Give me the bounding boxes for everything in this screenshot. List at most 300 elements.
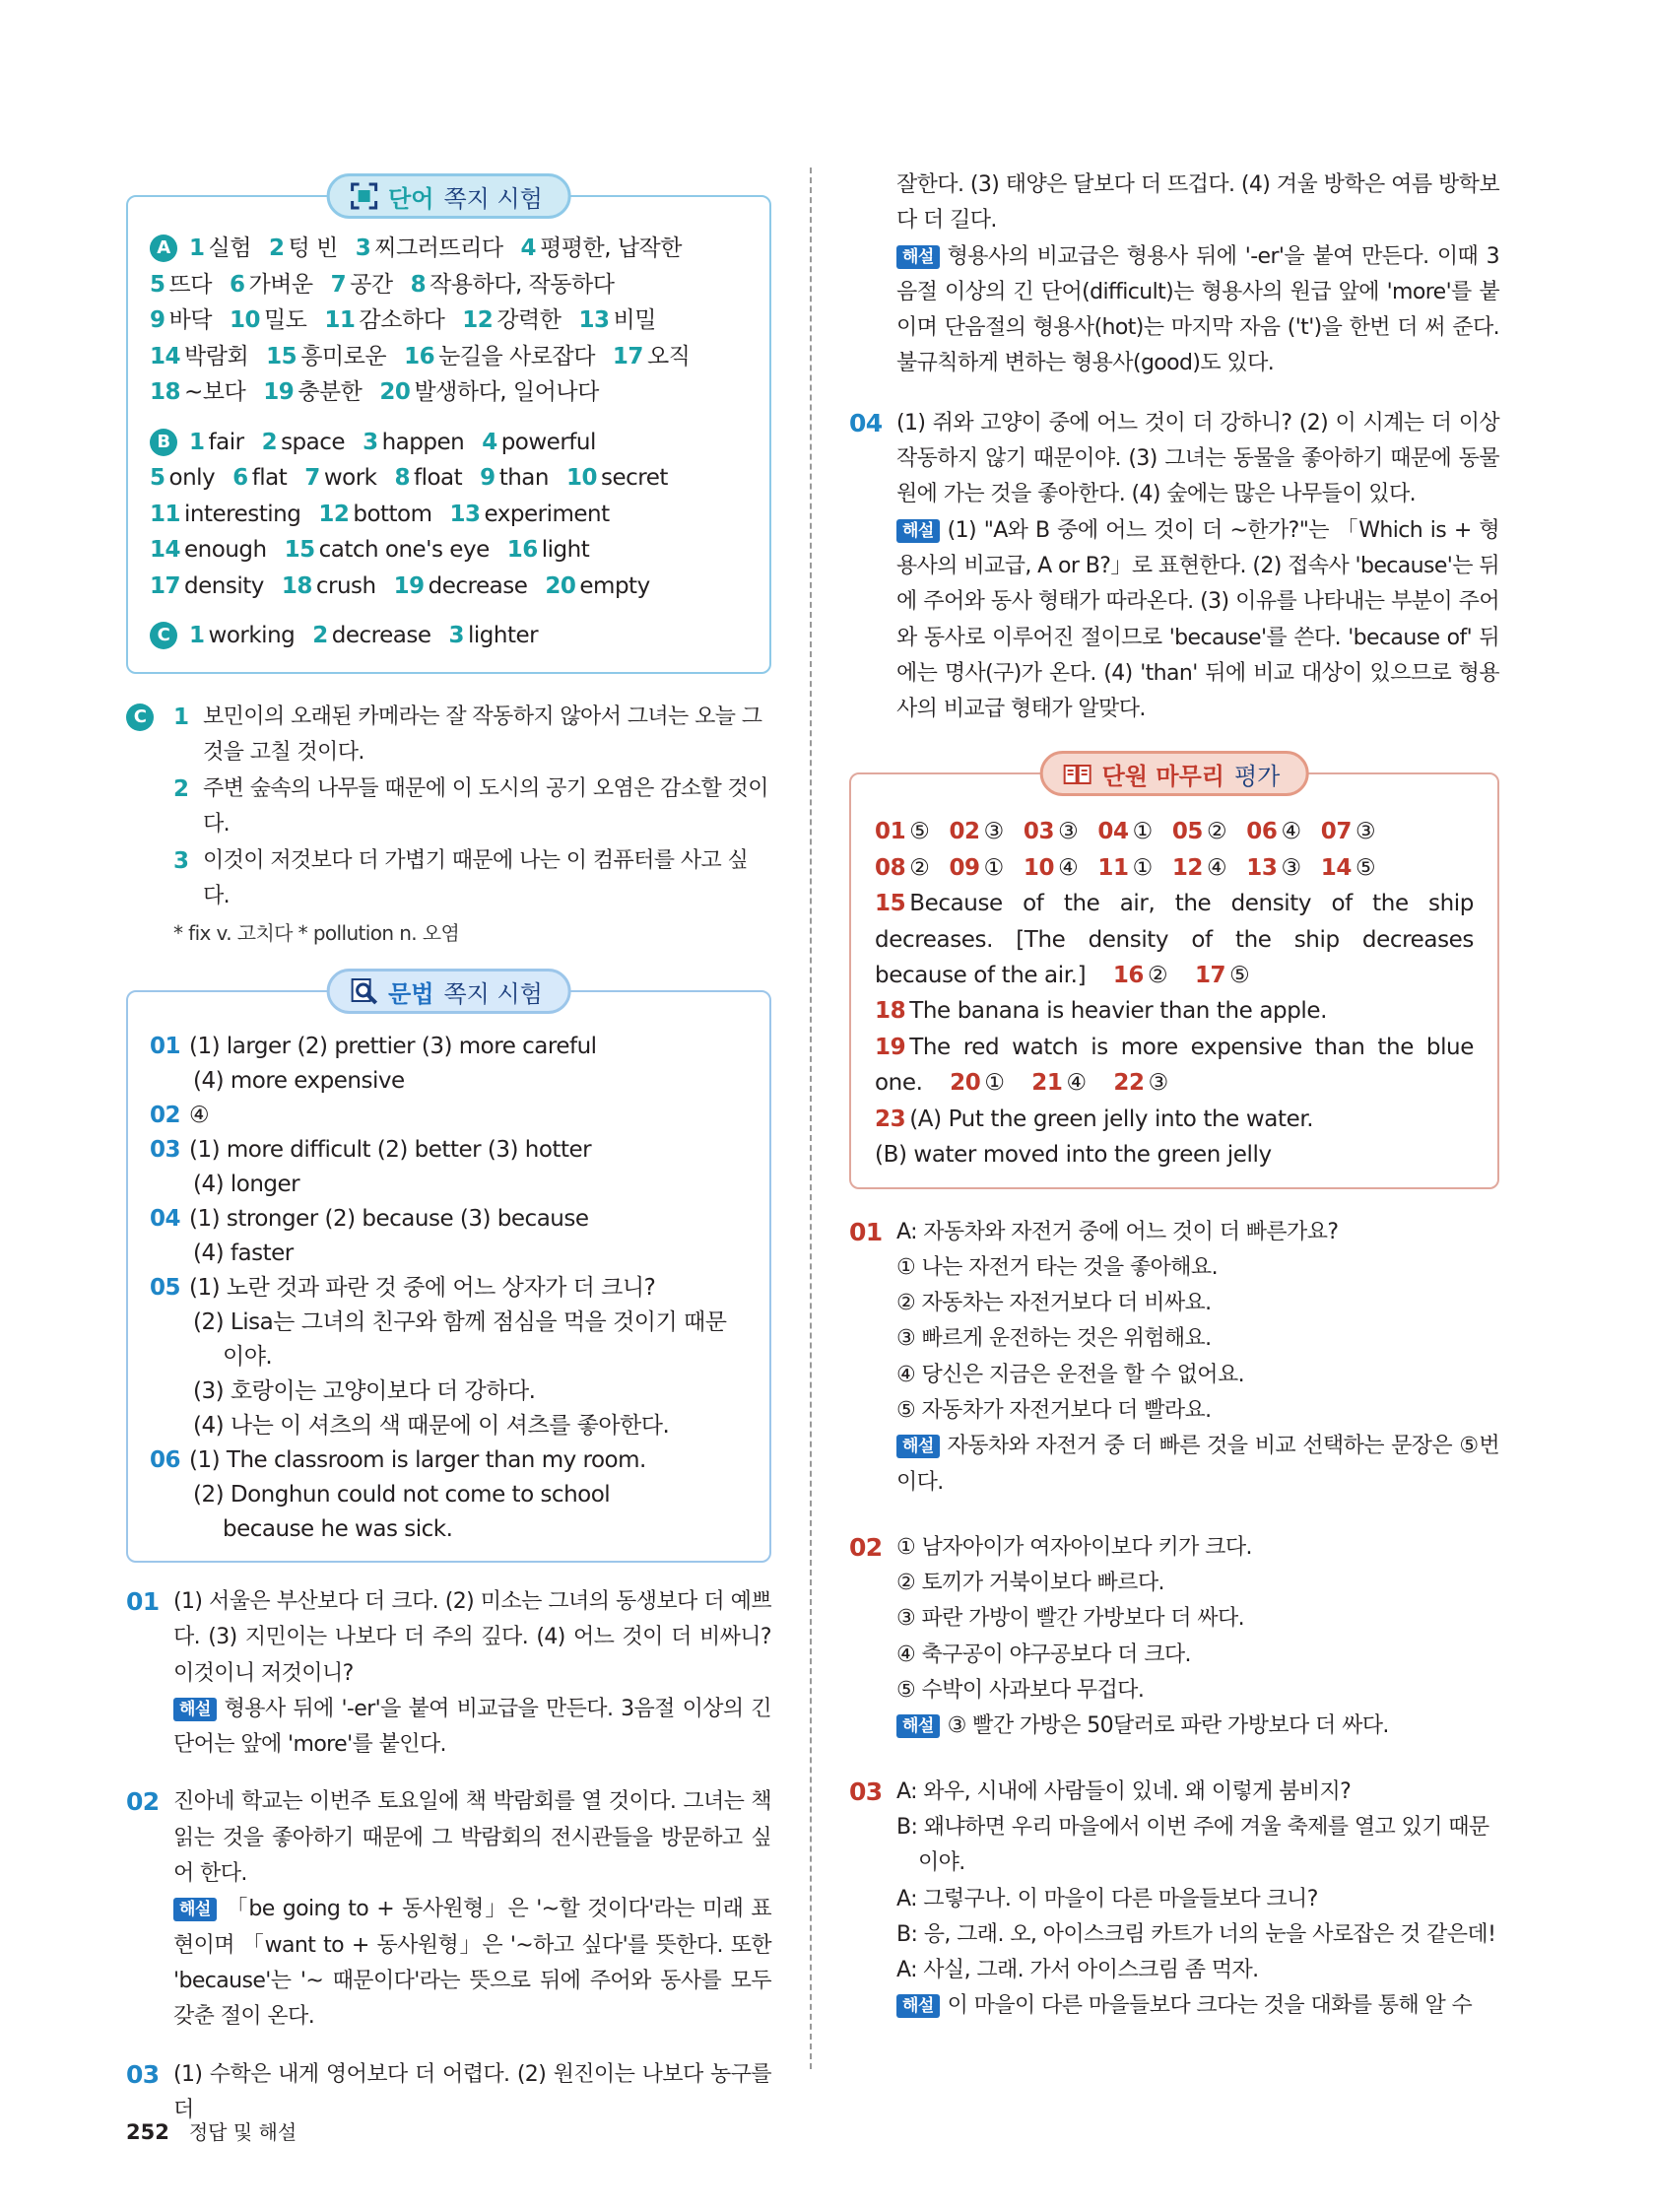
word-text: only <box>168 465 216 491</box>
section-a-marker: A <box>150 235 177 262</box>
grammar-line <box>150 1478 748 1512</box>
word-text: happen <box>381 429 465 455</box>
answer-line: ④ 당신은 지금은 운전을 할 수 없어요. <box>896 1362 1245 1387</box>
explanation-label: 해설 <box>896 1435 940 1458</box>
review-entry <box>1321 855 1375 881</box>
word-num: 2 <box>312 623 328 648</box>
word-entry <box>150 379 245 405</box>
explanation-text: 「be going to + 동사원형」은 '~할 것이다'라는 미래 표현이며 「want to + 동사원형」은 '~하고 싶다'를 뜻한다. 또한 'because'는 '~ 때문이다'라는 뜻으로 뒤에 주어와 동사를 모두 갖춘 절이 온다. <box>173 1897 771 2030</box>
review-entry <box>1097 819 1152 844</box>
word-text: catch one's eye <box>318 537 490 563</box>
word-entry <box>150 465 215 491</box>
c-item-text: 이것이 저것보다 더 가볍기 때문에 나는 이 컴퓨터를 사고 싶다. <box>203 847 749 908</box>
review-num: 16 <box>1112 963 1145 989</box>
review-num: 19 <box>875 1034 906 1060</box>
word-num: 12 <box>462 307 494 333</box>
word-num: 1 <box>189 429 205 455</box>
word-quiz-box <box>126 184 771 674</box>
word-text: secret <box>600 465 668 491</box>
word-text: 충분한 <box>298 379 363 405</box>
word-text: flat <box>251 465 288 491</box>
word-entry <box>480 465 549 491</box>
answer-item <box>849 1530 1499 1745</box>
word-num: 2 <box>261 429 278 455</box>
word-num: 18 <box>281 572 312 599</box>
review-entry <box>1246 819 1300 844</box>
word-entry <box>150 573 264 599</box>
grammar-text: (1) larger (2) prettier (3) more careful <box>189 1034 597 1059</box>
word-num: 13 <box>449 501 481 527</box>
word-num: 8 <box>394 465 410 491</box>
grammar-text: (1) stronger (2) because (3) because <box>189 1206 589 1232</box>
word-num: 12 <box>318 501 350 527</box>
grammar-text: (3) 호랑이는 고양이보다 더 강하다. <box>193 1378 536 1404</box>
word-entry <box>521 235 682 261</box>
word-text: than <box>498 465 549 491</box>
word-entry <box>150 537 267 563</box>
grammar-line <box>150 1099 748 1133</box>
grammar-text: (1) The classroom is larger than my room. <box>189 1447 646 1473</box>
review-text: ② <box>1207 819 1227 845</box>
word-num: 3 <box>448 623 465 648</box>
grammar-line <box>150 1271 748 1306</box>
word-entry <box>282 573 376 599</box>
word-entry <box>230 272 313 298</box>
left-column <box>126 168 771 2128</box>
grammar-num: 03 <box>150 1137 181 1163</box>
explanation-text: 형용사 뒤에 '-er'을 붙여 비교급을 만든다. 3음절 이상의 긴 단어는 앞에 'more'를 붙인다. <box>173 1696 771 1758</box>
review-num: 21 <box>1031 1070 1063 1097</box>
review-text: ⑤ <box>1229 963 1250 989</box>
section-b <box>150 425 748 605</box>
word-entry <box>411 272 615 298</box>
review-text: (A) Put the green jelly into the water. <box>909 1106 1314 1132</box>
review-text: Because of the air, the density of the ship decreases. [The density of the ship decreases because of the air.] <box>875 891 1474 989</box>
review-text: ③ <box>1148 1070 1168 1097</box>
grammar-text: (4) 나는 이 셔츠의 색 때문에 이 셔츠를 좋아한다. <box>193 1413 670 1439</box>
c-item <box>173 771 771 843</box>
page-footer <box>126 2116 297 2145</box>
word-num: 19 <box>263 379 295 405</box>
c-item-num: 1 <box>173 704 189 730</box>
word-quiz-title-a: 단어 <box>388 184 434 213</box>
unit-review-title <box>1040 751 1309 796</box>
word-num: 4 <box>482 429 497 455</box>
grammar-line <box>150 1202 748 1237</box>
grammar-text: (1) more difficult (2) better (3) hotter <box>189 1137 592 1163</box>
word-text: 평평한, 납작한 <box>540 235 682 261</box>
grammar-text: (1) 노란 것과 파란 것 중에 어느 상자가 더 크니? <box>189 1275 656 1301</box>
word-entry <box>331 272 393 298</box>
review-text: ① <box>984 1070 1005 1097</box>
answer-item <box>849 406 1499 728</box>
grammar-text: (4) more expensive <box>193 1068 405 1094</box>
explanation <box>896 239 1499 382</box>
word-line <box>150 425 748 461</box>
word-entry <box>324 307 444 333</box>
word-text: decrease <box>428 572 528 599</box>
word-entry <box>482 430 596 455</box>
review-answer-23b: (B) water moved into the green jelly <box>875 1142 1272 1169</box>
word-text: 눈길을 사로잡다 <box>438 343 595 369</box>
word-num: 17 <box>150 572 181 599</box>
explanation-text: ③ 빨간 가방은 50달러로 파란 가방보다 더 싸다. <box>947 1713 1389 1739</box>
word-text: 뜨다 <box>168 271 212 298</box>
answer-line: ③ 빠르게 운전하는 것은 위험해요. <box>896 1326 1212 1352</box>
word-num: 1 <box>189 235 205 261</box>
c-marker: C <box>126 704 154 731</box>
grammar-line <box>150 1168 748 1202</box>
review-num: 09 <box>949 854 980 881</box>
review-num: 07 <box>1320 819 1352 845</box>
review-text: ③ <box>1355 819 1376 845</box>
c-sentences <box>126 700 771 952</box>
right-answers <box>849 1215 1499 2025</box>
review-num: 17 <box>1194 963 1226 989</box>
word-num: 9 <box>150 307 165 333</box>
word-entry <box>613 344 690 369</box>
unit-review-title-a: 단원 마무리 <box>1101 762 1224 790</box>
answer-item <box>126 1784 771 2035</box>
review-text: ④ <box>1066 1070 1087 1097</box>
grammar-num: 04 <box>150 1206 181 1232</box>
explanation-label: 해설 <box>896 1994 940 2018</box>
explanation-label: 해설 <box>173 1698 217 1721</box>
grammar-text: (2) Donghun could not come to school <box>193 1482 611 1508</box>
word-line <box>150 267 748 303</box>
word-text: bottom <box>353 501 432 527</box>
explanation-label: 해설 <box>896 245 940 269</box>
word-num: 6 <box>232 465 248 491</box>
answer-num: 04 <box>849 408 883 437</box>
word-num: 7 <box>304 465 320 491</box>
explanation <box>896 1429 1499 1501</box>
review-num: 20 <box>950 1070 981 1097</box>
word-entry <box>450 502 610 527</box>
word-num: 6 <box>229 271 245 298</box>
review-row <box>875 814 1474 849</box>
word-num: 19 <box>393 572 425 599</box>
review-entry <box>949 855 1003 881</box>
word-entry <box>232 465 287 491</box>
word-entry <box>269 235 338 261</box>
word-num: 8 <box>410 271 427 298</box>
review-entry <box>1024 819 1078 844</box>
word-num: 20 <box>379 379 411 405</box>
review-num: 04 <box>1097 819 1129 845</box>
word-text: 바닥 <box>168 307 212 333</box>
review-entry <box>949 819 1003 844</box>
word-text: light <box>541 537 590 563</box>
grammar-line <box>150 1237 748 1271</box>
grammar-quiz-title-b: 쪽지 시험 <box>443 979 543 1008</box>
word-line <box>150 339 748 375</box>
answer-line: ② 토끼가 거북이보다 빠르다. <box>896 1571 1164 1596</box>
review-answer-15 <box>875 886 1474 993</box>
explanation <box>896 1988 1499 2024</box>
answer-line: B: 왜냐하면 우리 마을에서 이번 주에 겨울 축제를 열고 있기 때문 <box>896 1814 1489 1840</box>
word-quiz-title <box>326 173 571 219</box>
section-c <box>150 618 748 654</box>
answer-num: 01 <box>126 1587 160 1616</box>
book-icon <box>1063 759 1092 788</box>
grammar-line <box>150 1306 748 1340</box>
word-text: working <box>208 623 296 648</box>
review-entry <box>1097 855 1152 881</box>
explanation-text: 자동차와 자전거 중 더 빠른 것을 비교 선택하는 문장은 ⑤번이다. <box>896 1434 1499 1495</box>
word-entry <box>404 344 595 369</box>
review-num: 23 <box>875 1106 906 1132</box>
review-text: ④ <box>1058 854 1079 881</box>
review-text: ⑤ <box>909 819 930 845</box>
word-num: 14 <box>150 343 181 369</box>
grammar-text: because he was sick. <box>223 1516 453 1542</box>
grammar-quiz-box <box>126 979 771 1563</box>
word-text: 강력한 <box>496 307 562 333</box>
word-line <box>150 532 748 569</box>
review-num: 02 <box>949 819 980 845</box>
word-quiz-title-b: 쪽지 시험 <box>443 184 543 213</box>
section-c-marker: C <box>150 622 177 649</box>
grammar-num: 02 <box>150 1103 181 1128</box>
explanation-label: 해설 <box>173 1898 217 1921</box>
word-text: 발생하다, 일어나다 <box>414 379 599 405</box>
word-text: enough <box>184 537 267 563</box>
word-text: 실험 <box>208 235 251 261</box>
c-item <box>173 700 771 771</box>
word-line <box>150 497 748 533</box>
answer-line: A: 와우, 시내에 사람들이 있네. 왜 이렇게 붐비지? <box>896 1778 1352 1804</box>
word-entry <box>285 537 490 563</box>
explanation-text: 이 마을이 다른 마을들보다 크다는 것을 대화를 통해 알 수 <box>947 1993 1473 2019</box>
answer-text: 진아네 학교는 이번주 토요일에 책 박람회를 열 것이다. 그녀는 책 읽는 것을 좋아하기 때문에 그 박람회의 전시관들을 방문하고 싶어 한다. <box>173 1789 771 1887</box>
review-num: 08 <box>875 854 906 881</box>
word-entry <box>150 307 212 333</box>
word-num: 10 <box>565 465 597 491</box>
answer-line: ③ 파란 가방이 빨간 가방보다 더 싸다. <box>896 1606 1245 1632</box>
review-num: 14 <box>1320 854 1352 881</box>
section-b-marker: B <box>150 429 177 456</box>
review-num: 01 <box>875 819 906 845</box>
review-num: 11 <box>1097 854 1129 881</box>
word-entry <box>507 537 590 563</box>
word-text: 감소하다 <box>359 307 445 333</box>
c-item <box>173 843 771 915</box>
explanation <box>896 513 1499 728</box>
review-num: 15 <box>875 891 906 917</box>
review-text: ② <box>909 854 930 881</box>
grammar-line <box>150 1443 748 1478</box>
word-entry <box>304 465 376 491</box>
review-num: 10 <box>1023 854 1055 881</box>
word-text: 밀도 <box>263 307 307 333</box>
word-text: 흥미로운 <box>300 343 387 369</box>
word-text: 가벼운 <box>248 271 313 298</box>
review-num: 06 <box>1246 819 1278 845</box>
word-num: 15 <box>266 343 298 369</box>
grammar-line <box>150 1064 748 1099</box>
column-divider <box>810 168 812 2069</box>
grammar-line <box>150 1030 748 1064</box>
word-entry <box>150 502 300 527</box>
unit-review-title-b: 평가 <box>1233 762 1281 790</box>
grammar-line <box>150 1374 748 1409</box>
word-line <box>150 231 748 267</box>
word-num: 10 <box>229 307 260 333</box>
word-text: float <box>414 465 463 491</box>
word-text: fair <box>208 429 244 455</box>
grammar-line <box>150 1512 748 1547</box>
answer-num: 01 <box>849 1217 883 1246</box>
footer-title: 정답 및 해설 <box>188 2120 298 2144</box>
review-row <box>875 850 1474 886</box>
grammar-text: (2) Lisa는 그녀의 친구와 함께 점심을 먹을 것이기 때문 <box>193 1309 727 1335</box>
word-entry <box>318 502 431 527</box>
review-num: 05 <box>1171 819 1204 845</box>
c-item-text: 주변 숲속의 나무들 때문에 이 도시의 공기 오염은 감소할 것이다. <box>203 775 768 837</box>
answer-line: ⑤ 자동차가 자전거보다 더 빨라요. <box>896 1398 1212 1423</box>
review-num: 22 <box>1113 1070 1145 1097</box>
word-entry <box>230 307 306 333</box>
explanation-label: 해설 <box>896 1714 940 1738</box>
word-entry <box>263 379 362 405</box>
word-entry <box>189 235 251 261</box>
answer-line: ④ 축구공이 야구공보다 더 크다. <box>896 1642 1191 1667</box>
word-text: 박람회 <box>184 343 249 369</box>
answer-num: 03 <box>849 1776 883 1806</box>
word-entry <box>262 430 346 455</box>
review-entry <box>1246 855 1300 881</box>
grammar-line <box>150 1133 748 1168</box>
word-entry <box>379 379 598 405</box>
answer-line: ① 나는 자전거 타는 것을 좋아해요. <box>896 1254 1218 1280</box>
review-answer-23 <box>875 1102 1474 1137</box>
word-entry <box>189 623 295 648</box>
word-num: 5 <box>150 465 165 491</box>
word-text: powerful <box>500 429 596 455</box>
c-item-num: 2 <box>173 775 189 802</box>
c-item-text: 보민이의 오래된 카메라는 잘 작동하지 않아서 그녀는 오늘 그것을 고칠 것이다. <box>203 704 762 765</box>
answer-text: (1) 서울은 부산보다 더 크다. (2) 미소는 그녀의 동생보다 더 예쁘다. (3) 지민이는 나보다 더 주의 깊다. (4) 어느 것이 더 비싸니? 이것이니 저것이니? <box>173 1589 771 1686</box>
word-num: 20 <box>545 572 576 599</box>
review-text: ① <box>983 854 1004 881</box>
grammar-num: 05 <box>150 1275 181 1301</box>
review-entry <box>875 855 929 881</box>
answer-line: ⑤ 수박이 사과보다 무겁다. <box>896 1678 1145 1704</box>
word-line <box>150 374 748 411</box>
word-num: 9 <box>480 465 496 491</box>
review-text: ④ <box>1207 854 1227 881</box>
word-entry <box>312 623 430 648</box>
answer-num: 02 <box>849 1532 883 1562</box>
word-num: 7 <box>330 271 347 298</box>
word-num: 15 <box>284 537 315 563</box>
review-text: ③ <box>1281 854 1301 881</box>
word-text: interesting <box>184 501 301 527</box>
review-text: The red watch is more expensive than the blue one. <box>875 1034 1474 1097</box>
word-entry <box>394 573 528 599</box>
grammar-quiz-title-a: 문법 <box>388 979 434 1008</box>
review-text: ② <box>1148 963 1168 989</box>
review-text: ④ <box>1281 819 1301 845</box>
word-text: experiment <box>484 501 610 527</box>
review-text: The banana is heavier than the apple. <box>909 998 1328 1025</box>
explanation <box>173 1692 771 1764</box>
word-text: 공간 <box>350 271 393 298</box>
answer-num: 02 <box>126 1787 160 1817</box>
word-entry <box>189 430 244 455</box>
word-line <box>150 460 748 497</box>
word-num: 1 <box>189 623 205 648</box>
review-answer-18 <box>875 993 1474 1029</box>
word-text: ~보다 <box>184 379 246 405</box>
answer-item <box>849 1215 1499 1501</box>
review-num: 13 <box>1246 854 1278 881</box>
answer-line: ① 남자아이가 여자아이보다 키가 크다. <box>896 1534 1252 1560</box>
word-num: 11 <box>150 501 181 527</box>
answer-line: ② 자동차는 자전거보다 더 비싸요. <box>896 1291 1212 1316</box>
answer-continued <box>849 168 1499 382</box>
word-text: density <box>184 572 264 599</box>
word-text: 작용하다, 작동하다 <box>430 271 615 298</box>
word-entry <box>363 430 464 455</box>
word-text: work <box>323 465 377 491</box>
word-num: 5 <box>150 271 165 298</box>
word-text: 비밀 <box>613 307 656 333</box>
magnifier-icon <box>349 976 378 1006</box>
word-entry <box>150 344 248 369</box>
word-text: empty <box>579 572 650 599</box>
word-num: 16 <box>404 343 435 369</box>
answer-line: B: 응, 그래. 오, 아이스크림 카트가 너의 눈을 사로잡은 것 같은데! <box>896 1921 1496 1947</box>
explanation-text: 형용사의 비교급은 형용사 뒤에 '-er'을 붙여 만든다. 이때 3음절 이상의 긴 단어(difficult)는 형용사의 원급 앞에 'more'를 붙이며 단음절의 형용사(hot)는 마지막 자음 ('t')을 한번 더 써 준다. 불규칙하게 변하는 형용사(good)도 있다. <box>896 243 1499 376</box>
explanation-label: 해설 <box>896 519 940 543</box>
answer-line: A: 사실, 그래. 가서 아이스크림 좀 먹자. <box>896 1958 1259 1983</box>
answer-line: A: 그렇구나. 이 마을이 다른 마을들보다 크니? <box>896 1886 1318 1911</box>
grammar-text: 이야. <box>223 1344 273 1370</box>
review-num: 18 <box>875 998 906 1025</box>
explanation-text: (1) "A와 B 중에 어느 것이 더 ~한가?"는 「Which is + 형용사의 비교급, A or B?」로 표현한다. (2) 접속사 'because'는 뒤에 주어와 동사 형태가 따라온다. (3) 이유를 나타내는 부분이 주어와 동사로 이루어진 절이므로 'because'를 쓴다. 'because of' 뒤에는 명사(구)가 온다. (4) 'than' 뒤에 비교 대상이 있으므로 형용사의 비교급 형태가 알맞다. <box>896 517 1499 722</box>
grammar-num: 06 <box>150 1447 181 1473</box>
word-text: 찌그러뜨리다 <box>374 235 503 261</box>
review-num: 03 <box>1023 819 1055 845</box>
review-text: ① <box>1132 854 1153 881</box>
word-num: 2 <box>268 235 285 261</box>
answer-num: 03 <box>126 2059 160 2089</box>
section-a <box>150 231 748 411</box>
grammar-list <box>150 1030 748 1547</box>
word-entry <box>566 465 668 491</box>
c-item-num: 3 <box>173 847 189 874</box>
word-num: 3 <box>355 235 371 261</box>
review-text: ① <box>1132 819 1153 845</box>
right-column <box>849 168 1499 2025</box>
word-text: crush <box>315 572 376 599</box>
grammar-num: 01 <box>150 1034 181 1059</box>
grammar-quiz-title <box>326 969 571 1014</box>
answer-line: 이야. <box>918 1850 965 1876</box>
word-entry <box>150 272 212 298</box>
word-entry <box>449 623 539 648</box>
word-num: 14 <box>150 537 181 563</box>
word-text: decrease <box>331 623 431 648</box>
word-line <box>150 569 748 605</box>
word-num: 3 <box>363 429 378 455</box>
word-entry <box>578 307 655 333</box>
word-num: 13 <box>578 307 610 333</box>
word-entry <box>462 307 561 333</box>
word-num: 4 <box>520 235 537 261</box>
